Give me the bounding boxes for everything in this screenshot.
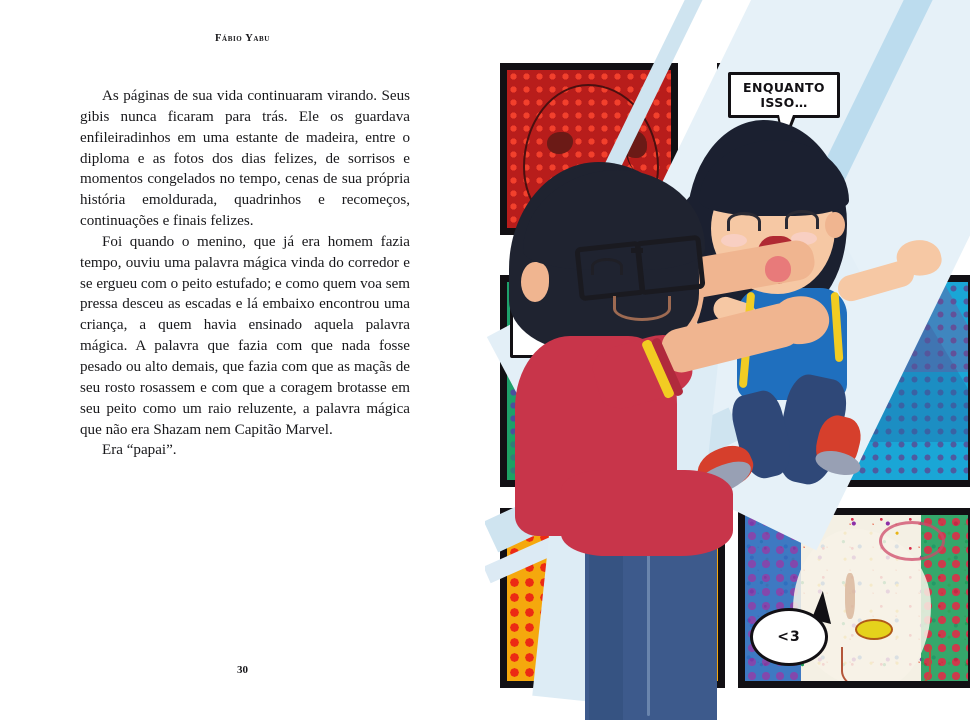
paragraph-1: As páginas de sua vida continuaram virando. Seus gibis nunca ficaram para trás. Ele os guardava enfileiradinhos em uma estante de madeira, entre o diploma e as fotos dos dias felizes, de sorrisos e momentos congelados no tempo, cenas de sua própria história emoldurada, quadrinhos e recomeços, continuações e finais felizes.: [80, 88, 410, 230]
right-illustration-page: [485, 0, 970, 720]
confetti-face-eye: [855, 619, 893, 640]
page-number: 30: [237, 664, 248, 676]
man-glasses-right-lens: [634, 235, 705, 296]
confetti-face-necklace: [841, 647, 931, 688]
man-glasses-bridge: [631, 248, 643, 253]
man-eye: [591, 258, 623, 275]
girl-tongue: [765, 256, 791, 282]
paragraph-3: Era “papai”.: [102, 442, 177, 459]
confetti-face-nose: [845, 573, 855, 619]
girl-eye-right: [785, 210, 819, 229]
man-jeans-seam: [647, 530, 650, 716]
man-ear: [521, 262, 549, 302]
balloon-enquanto-isso-text: ENQUANTO ISSO…: [743, 80, 825, 110]
body-text: [80, 86, 410, 461]
balloon-heart-text: <3: [777, 629, 801, 645]
man-smile: [613, 296, 671, 321]
paragraph-2: Foi quando o menino, que já era homem fazia tempo, ouviu uma palavra mágica vinda do corredor e se ergueu com o peito estufado; e como quem voa sem pressa desceu as escadas e lá embaixo encontrou uma criança, a quem havia ensinado aquela palavra mágica. A palavra que fazia com que nada fosse pesado ou alto demais, que fazia com que as maçãs de seu rosto rosassem e com que a coragem brotasse em seu peito como um raio reluzente, a palavra mágica que não era Shazam nem Capitão Marvel.: [80, 233, 411, 438]
girl-blush-left: [721, 234, 747, 247]
girl-ear: [825, 212, 845, 238]
balloon-heart: [750, 608, 828, 666]
confetti-face-hair-swirl: [879, 521, 945, 561]
man-shirt-hem: [561, 470, 733, 556]
running-head: Fábio Yabu: [215, 33, 270, 44]
illustration-canvas: [485, 0, 970, 720]
balloon-enquanto-isso: [728, 72, 840, 118]
girl-eye-left: [727, 212, 761, 231]
